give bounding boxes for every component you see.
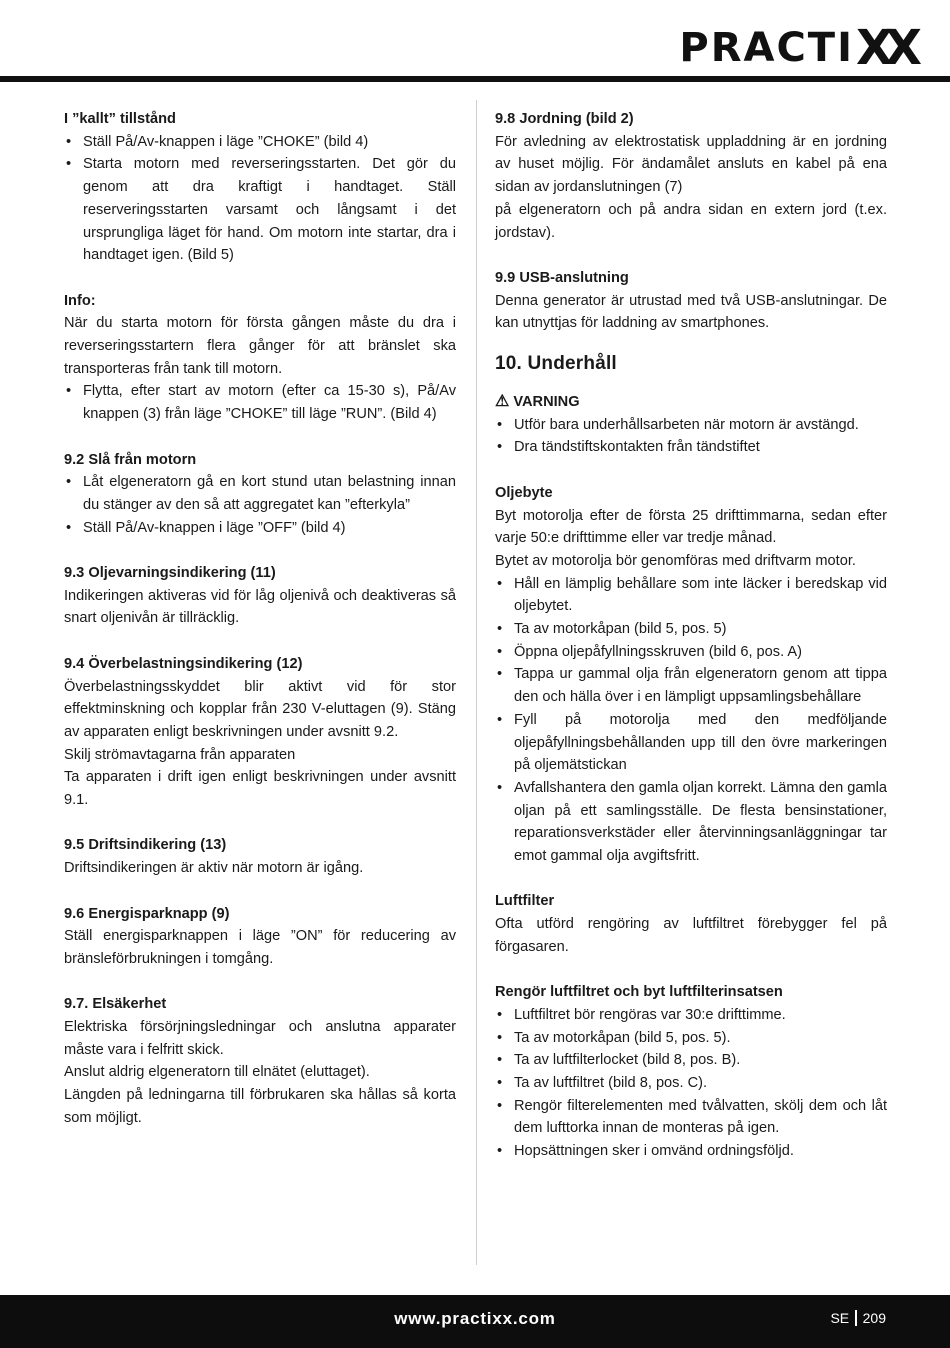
section-info — [64, 290, 456, 426]
list-item: • Luftfiltret bör rengöras var 30:e drifttimme. — [495, 1004, 887, 1027]
section-9-6 — [64, 903, 456, 971]
section-title: Luftfilter — [495, 893, 555, 910]
list-item: • Ta av luftfiltret (bild 8, pos. C). — [495, 1072, 887, 1095]
section-title: Rengör luftfiltret och byt luftfilterinsatsen — [495, 984, 783, 1001]
section-cold-start — [64, 108, 456, 267]
list-item: • Hopsättningen sker i omvänd ordningsföljd. — [495, 1140, 887, 1163]
warning-title — [495, 391, 887, 414]
section-warning — [495, 391, 887, 459]
warning-triangle-icon: ⚠ — [495, 393, 510, 411]
paragraph: När du starta motorn för första gången måste du dra i reverseringsstartern flera gånger för att bränslet ska transporteras från tank till motorn. — [64, 315, 456, 377]
list-item: • Starta motorn med reverseringsstarten. Det gör du genom att dra kraftigt i handtaget. Ställ reserveringsstarten varsamt och långsamt i det ursprungliga läget för hand. Om motorn inte startar, dra i handtaget igen. (Bild 5) — [64, 153, 456, 267]
paragraph: Längden på ledningarna till förbrukaren ska hållas så korta som möjligt. — [64, 1087, 456, 1126]
section-9-7 — [64, 993, 456, 1129]
bullet-list — [64, 380, 456, 425]
section-9-2 — [64, 449, 456, 540]
list-item: • Öppna oljepåfyllningsskruven (bild 6, pos. A) — [495, 641, 887, 664]
section-title: 9.6 Energisparknapp (9) — [64, 905, 230, 922]
paragraph: För avledning av elektrostatisk uppladdning är en jordning av huset möjlig. För ändamålet ansluts en kabel på ena sidan av jordanslutningen (7) — [495, 133, 887, 196]
list-item: • Fyll på motorolja med den medföljande oljepåfyllningsbehållanden upp till den övre markeringen på oljemätstickan — [495, 709, 887, 777]
warning-label: VARNING — [513, 394, 580, 411]
page-indicator — [830, 1310, 886, 1326]
language-code: SE — [830, 1310, 850, 1326]
bullet-list — [495, 573, 887, 868]
section-title: I ”kallt” tillstånd — [64, 111, 176, 127]
footer-url[interactable]: www.practixx.com — [394, 1309, 556, 1328]
section-9-4 — [64, 653, 456, 812]
list-item: • Utför bara underhållsarbeten när motorn är avstängd. — [495, 414, 887, 437]
paragraph: Indikeringen aktiveras vid för låg oljenivå och deaktiveras så snart oljenivån är tillräcklig. — [64, 587, 456, 627]
section-title: 9.9 USB-anslutning — [495, 269, 629, 286]
paragraph: Denna generator är utrustad med två USB-anslutningar. De kan utnyttjas för laddning av smartphones. — [495, 292, 887, 332]
section-title: 9.7. Elsäkerhet — [64, 996, 167, 1013]
paragraph: Bytet av motorolja bör genomföras med driftvarm motor. — [495, 552, 856, 569]
list-item: • Ta av motorkåpan (bild 5, pos. 5). — [495, 1027, 887, 1050]
list-item: • Ställ På/Av-knappen i läge ”CHOKE” (bild 4) — [64, 131, 456, 154]
logo-xx-text: XX — [855, 20, 914, 76]
section-title: Oljebyte — [495, 484, 553, 501]
separator — [855, 1310, 857, 1326]
left-column — [64, 108, 456, 1152]
paragraph: Överbelastningsskyddet blir aktivt vid för stor effektminskning och kopplar från 230 V-eluttagen (9). Stäng av apparaten enligt beskrivningen under avsnitt 9.2. — [64, 678, 456, 740]
bullet-list — [64, 471, 456, 539]
section-title: Info: — [64, 292, 96, 309]
section-air-filter — [495, 890, 887, 958]
list-item: • Flytta, efter start av motorn (efter ca 15-30 s), På/Av knappen (3) från läge ”CHOKE” till läge ”RUN”. (Bild 4) — [64, 380, 456, 425]
page-number: 209 — [862, 1310, 886, 1326]
column-divider — [476, 100, 477, 1265]
paragraph: Byt motorolja efter de första 25 drifttimmarna, sedan efter varje 50:e drifttimme eller var tredje månad. — [495, 507, 887, 547]
section-title: 9.3 Oljevarningsindikering (11) — [64, 565, 276, 582]
paragraph: på elgeneratorn och på andra sidan en extern jord (t.ex. jordstav). — [495, 201, 887, 241]
bullet-list — [495, 1004, 887, 1163]
list-item: • Ta av motorkåpan (bild 5, pos. 5) — [495, 618, 887, 641]
paragraph: Ofta utförd rengöring av luftfiltret förebygger fel på förgasaren. — [495, 916, 887, 955]
list-item: • Håll en lämplig behållare som inte läcker i beredskap vid oljebytet. — [495, 573, 887, 618]
section-9-8 — [495, 108, 887, 244]
section-9-5 — [64, 834, 456, 879]
bullet-list — [64, 131, 456, 267]
section-title: 9.8 Jordning (bild 2) — [495, 111, 634, 127]
paragraph: Anslut aldrig elgeneratorn till elnätet (eluttaget). — [64, 1064, 370, 1081]
paragraph: Ställ energisparknappen i läge ”ON” för reducering av bränsleförbrukningen i tomgång. — [64, 928, 456, 967]
bullet-list — [495, 414, 887, 459]
practixx-logo — [679, 18, 914, 78]
list-item: • Rengör filterelementen med tvålvatten, skölj dem och låt dem lufttorka innan de monteras på igen. — [495, 1095, 887, 1140]
paragraph: Driftsindikeringen är aktiv när motorn är igång. — [64, 860, 364, 877]
header-rule — [0, 76, 950, 82]
section-title: 9.5 Driftsindikering (13) — [64, 837, 227, 854]
section-9-3 — [64, 562, 456, 630]
list-item: • Avfallshantera den gamla oljan korrekt. Lämna den gamla oljan på ett samlingsställe. De flesta bensinstationer, reparationsverkstäder eller återvinningsanläggningar tar emot gammal olja avgiftsfritt. — [495, 777, 887, 868]
paragraph: Ta apparaten i drift igen enligt beskrivningen under avsnitt 9.1. — [64, 769, 456, 809]
list-item: • Låt elgeneratorn gå en kort stund utan belastning innan du stänger av den så att aggregatet kan ”efterkyla” — [64, 471, 456, 516]
list-item: • Ställ På/Av-knappen i läge ”OFF” (bild 4) — [64, 517, 456, 540]
section-title: 9.2 Slå från motorn — [64, 451, 197, 468]
logo-main-text: PRACTI — [679, 25, 854, 71]
section-clean-filter — [495, 981, 887, 1163]
section-oil-change — [495, 482, 887, 868]
section-title: 9.4 Överbelastningsindikering (12) — [64, 655, 303, 672]
right-column — [495, 108, 887, 1186]
paragraph: Elektriska försörjningsledningar och anslutna apparater måste vara i felfritt skick. — [64, 1019, 456, 1058]
list-item: • Dra tändstiftskontakten från tändstiftet — [495, 436, 887, 459]
list-item: • Tappa ur gammal olja från elgeneratorn genom att tippa den och hälla över i en lämpligt uppsamlingsbehållare — [495, 663, 887, 708]
paragraph: Skilj strömavtagarna från apparaten — [64, 746, 296, 763]
list-item: • Ta av luftfilterlocket (bild 8, pos. B). — [495, 1049, 887, 1072]
section-9-9 — [495, 267, 887, 335]
chapter-heading: 10. Underhåll — [495, 353, 617, 375]
footer-bar — [0, 1295, 950, 1348]
